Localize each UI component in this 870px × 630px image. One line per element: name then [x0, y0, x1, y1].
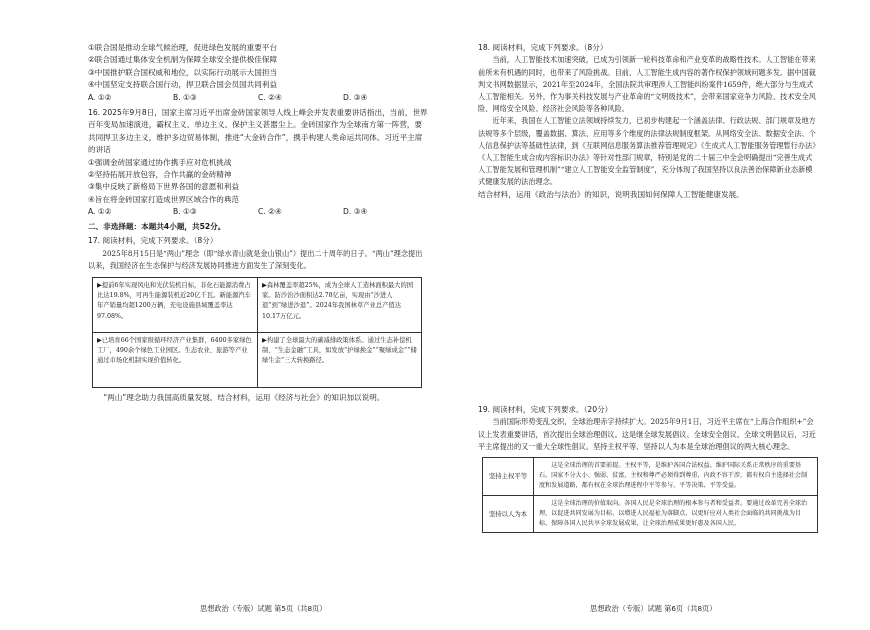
q16-choice-d: D. ③④ — [343, 207, 368, 217]
page-6-column — [478, 42, 818, 528]
q16-stem: 16. 2025年9月8日，国家主席习近平出席金砖国家领导人线上峰会并发表重要讲话指出，当前，世界百年变局加速演进，霸权主义、单边主义、保护主义甚嚣尘上。金砖国家作为全球南方第一阵营，要共同捍卫多边主义，维护多边贸易体制，推进“大金砖合作”，携手构建人类命运共同体。习近平主席的讲话 — [88, 108, 428, 155]
q15-statement-2: ②联合国通过集体安全机制为保障全球安全提供极佳保障 — [88, 55, 278, 65]
q16-statement-3: ③集中反映了新格局下世界各国的意愿和利益 — [88, 182, 240, 192]
q16-choice-c: C. ②④ — [258, 207, 282, 217]
question-15-statements — [88, 42, 428, 104]
q19-intro: 当前国际形势变乱交织，全球治理赤字持续扩大。2025年9月1日，习近平主席在“上海合作组织+”会议上发表重要讲话，首次提出全球治理倡议。这是继全球发展倡议、全球安全倡议、全球文明倡议后，习近平主席提出的又一重大全球性倡议。坚持主权平等、坚持以人为本是全球治理倡议的两大核心理念。 — [478, 417, 816, 451]
question-18 — [478, 42, 818, 201]
q17-question: “两山”理念助力我国高质量发展。结合材料，运用《经济与社会》的知识加以说明。 — [103, 392, 385, 402]
q19-row-head: 坚持主权平等 — [488, 472, 528, 481]
q16-statement-4: ④旨在将金砖国家打造成世界区域合作的典范 — [88, 194, 240, 204]
q17-material: 2025年8月15日是“两山”理念（即“绿水青山就是金山银山”）提出二十周年的日子。“两山”理念提出以来，我国经济在生态保护与经济发展协同推进方面发生了深刻变化。 — [88, 248, 423, 270]
q18-paragraph-1: 当前，人工智能技术加速突破，已成为引领新一轮科技革命和产业变革的战略性技术。人工智能在带来前所未有机遇的同时，也带来了风险挑战。目前，人工智能生成内容的著作权保护领域问题多发。据中国裁判文书网数据显示，2021年至2024年，全国法院共审理涉人工智能纠纷案件1659件，绝大部分与生成式人工智能相关。另外，作为事关科技发展与产业革命的“文明级技术”，会带来国家竞争力风险、技术安全风险、网络安全风险、经济社会风险等各种风险。 — [478, 55, 816, 114]
question-19 — [478, 404, 818, 533]
q19-heading: 19. 阅读材料，完成下列要求。（20分） — [478, 405, 613, 414]
q16-statement-2: ②坚持拓展开放包容，合作共赢的金砖精神 — [88, 170, 232, 180]
q15-statement-3: ③中国推护联合国权威和地位，以实际行动展示大国担当 — [88, 67, 278, 77]
q19-row-body: 这是全球治理的价值取向。各国人民是全球治理的根本参与者和受益者。要通过改革完善全球治理，以促进共同发展为目标，以增进人民福祉为落脚点，以更好应对人类社会面临的共同挑战为目标，保障各国人民共享全球发展成果，让全球治理成果更好惠及各国人民。 — [533, 495, 817, 533]
q19-table — [482, 457, 818, 533]
question-16 — [88, 107, 428, 219]
q15-choices — [88, 92, 428, 104]
q18-paragraph-2: 近年来，我国在人工智能立法领域持续发力，已初步构建起一个涵盖法律、行政法规、部门规章及地方法规等多个层级，覆盖数据、算法、应用等多个维度的法律法规制度框架。从网络安全法、数据安全法、个人信息保护法等基础性法律，到《互联网信息服务算法推荐管理规定》《生成式人工智能服务管理暂行办法》《人工智能生成合成内容标识办法》等针对性部门规章，特别是党的二十届三中全会明确提出“完善生成式人工智能发展和管理机制”“建立人工智能安全监管制度”，充分体现了我国坚持以良法善治保障新业态新模式健康发展的法治理念。 — [478, 116, 816, 187]
q17-grid-cell: ▶提前6年实现风电和光伏装机目标，非化石能源消费占比达19.8%，可再生能源装机近20亿千瓦。新能源汽车年产销量均超1200万辆，充电设施县域覆盖率达97.08%。 — [97, 281, 251, 320]
q15-choice-a: A. ①② — [88, 92, 112, 102]
q15-statement-1: ①联合国是推动全球气候治理，促进绿色发展的重要平台 — [88, 43, 278, 52]
q16-choice-a: A. ①② — [88, 207, 112, 217]
section-2-heading: 二、非选择题：本题共4小题，共52分。 — [88, 221, 226, 231]
page-5-footer: 思想政治（专版）试题 第5页（共8页） — [200, 604, 327, 613]
page-6-footer: 思想政治（专版）试题 第6页（共8页） — [590, 604, 717, 613]
q15-choice-b: B. ①③ — [173, 92, 197, 102]
q15-choice-d: D. ③④ — [343, 92, 368, 102]
q18-heading: 18. 阅读材料，完成下列要求。（8分） — [478, 43, 608, 52]
q16-statement-1: ①强调金砖国家通过协作携手应对危机挑战 — [88, 157, 232, 167]
q15-statement-4: ④中国坚定支持联合国行动，捍卫联合国会员国共同利益 — [88, 80, 278, 90]
q16-choice-b: B. ①③ — [173, 207, 197, 217]
q17-heading: 17. 阅读材料，完成下列要求。（8分） — [88, 236, 218, 246]
q17-grid-cell: ▶已培育66个国家级循环经济产业集群，6400多家绿色工厂，490余个绿色工业园区。生态农业、旅游等产业通过市场化机制实现价值转化。 — [93, 332, 257, 387]
q19-row-head: 坚持以人为本 — [483, 495, 533, 533]
q16-choices — [88, 206, 428, 218]
q17-material-grid — [92, 277, 422, 388]
q17-grid-cell: ▶构建了全球最大的碳减排政策体系。通过生态补偿机制、“生态金融”工具，如发放“护绿换金”“聚绿成金”“储绿生金”三大转换路径。 — [257, 332, 421, 387]
page-5-column — [88, 42, 428, 404]
q19-row-body: 这是全球治理的首要前提。主权平等，是维护各国合法权益、维护国际关系正常秩序的重要基石。国家不分大小、强弱、贫富，主权和尊严必须得到尊重，内政不容干涉，都有权自主选择社会制度和发展道路，都有权在全球治理进程中平等参与、平等决策、平等受益。 — [533, 458, 817, 495]
q17-grid-cell: ▶森林覆盖率超25%，成为全球人工造林面积最大的国家。防沙治沙面积达2.78亿亩，实现由“沙进人退”到“绿进沙退”。2024年我国林草产业总产值达10.17万亿元。 — [257, 278, 421, 332]
question-17 — [88, 235, 428, 404]
q15-choice-c: C. ②④ — [258, 92, 282, 102]
q18-question: 结合材料，运用《政治与法治》的知识，说明我国如何保障人工智能健康发展。 — [478, 189, 744, 199]
